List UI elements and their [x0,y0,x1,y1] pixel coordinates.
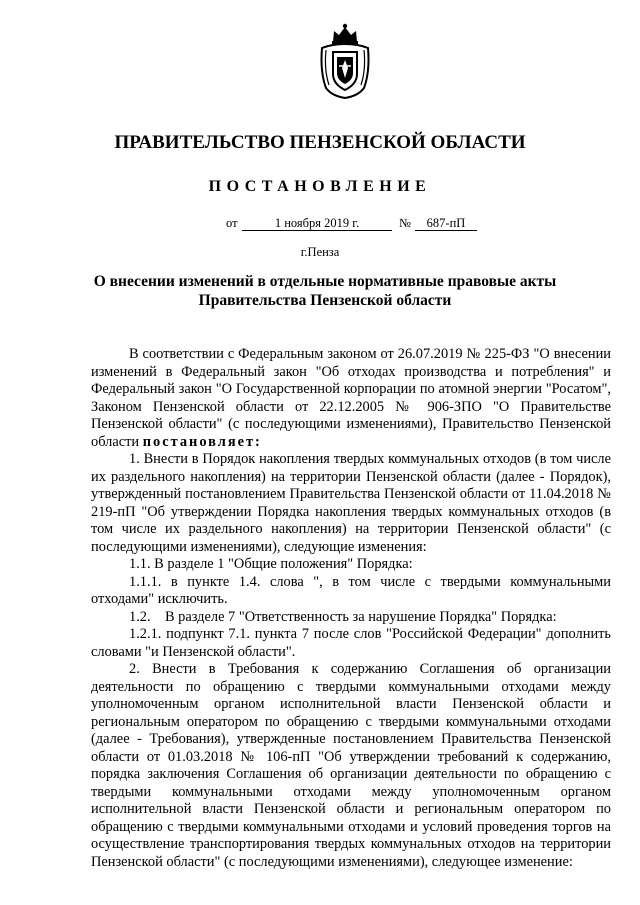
paragraph: 1.1. В разделе 1 "Общие положения" Порядка: [129,556,413,572]
paragraph: 1.2. В разделе 7 "Ответственность за нарушение Порядка" Порядка: [129,608,557,625]
document-date: 1 ноября 2019 г. [242,216,392,231]
preamble-paragraph [91,346,611,451]
document-type: ПОСТАНОВЛЕНИЕ [208,178,432,195]
paragraph: 1.1.1. в пункте 1.4. слова ", в том числе с твердыми коммунальными отходами" исключить. [91,573,611,607]
date-number-line [0,216,640,232]
document-subject: О внесении изменений в отдельные нормативные правовые акты Правительства Пензенской области [93,273,557,309]
city: г.Пенза [300,245,340,259]
resolves-word: постановляет: [142,433,262,450]
coat-of-arms-emblem [318,22,372,100]
preamble-text: В соответствии с Федеральным законом от 26.07.2019 № 225-ФЗ "О внесении изменений в Федеральный закон "Об отходах производства и потребления" и Федеральный закон "О Государственной корпорации по атомной энергии "Росатом", Законом Пензенской области от 22.12.2005 № 906-ЗПО "О Правительстве Пензенской области" (с последующими изменениями), Правительство Пензенской области [91,346,611,450]
date-prefix: от [226,216,238,230]
document-number: 687-пП [415,216,477,231]
paragraph: 2. Внести в Требования к содержанию Соглашения об организации деятельности по обращению с твердыми коммунальными отходами между уполномоченным органом исполнительной власти Пензенской области и региональным оператором по обращению с твердыми коммунальными отходами (далее - Требования), утвержденные постановлением Правительства Пензенской области от 01.03.2018 № 106-пП "Об утверждении требований к содержанию, порядка заключения Соглашения об организации деятельности по обращению с твердыми коммунальными отходами между уполномоченным органом исполнительной власти Пензенской области и региональным оператором по обращению с твердыми коммунальными отходами и условий проведения торгов на осуществление транспортирования твердых коммунальных отходов на территории Пензенской области" (с последующими изменениями), следующее изменение: [91,661,611,870]
number-sign: № [399,216,411,230]
paragraph: 1.2.1. подпункт 7.1. пункта 7 после слов "Российской Федерации" дополнить словами "и Пензенской области". [91,626,611,660]
document-body [91,346,611,871]
paragraph: 1. Внести в Порядок накопления твердых коммунальных отходов (в том числе их раздельного накопления) на территории Пензенской области (далее - Порядок), утвержденный постановлением Правительства Пензенской области от 11.04.2018 № 219-пП "Об утверждении Порядка накопления твердых коммунальных отходов (в том числе их раздельного накопления) на территории Пензенской области" (с последующими изменениями), следующие изменения: [91,451,611,555]
organization-title: ПРАВИТЕЛЬСТВО ПЕНЗЕНСКОЙ ОБЛАСТИ [114,132,526,153]
